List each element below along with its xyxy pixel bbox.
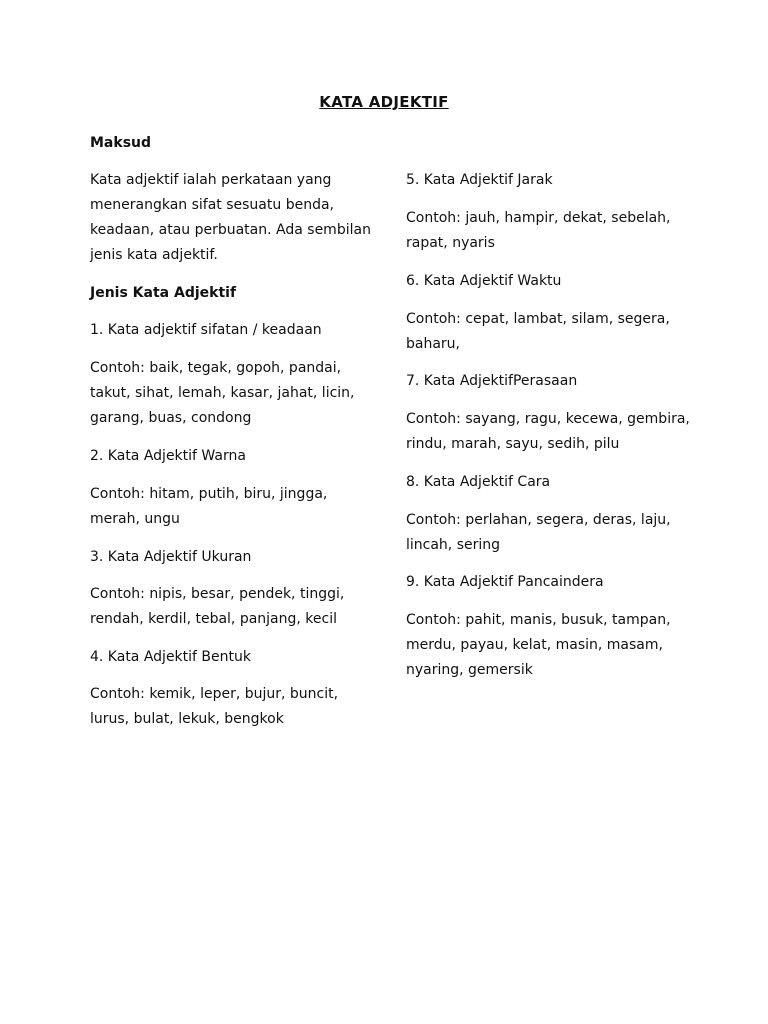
contoh-label: Contoh: [406,210,461,226]
type-1-name: 1. Kata adjektif sifatan / keadaan [90,322,322,338]
type-4-examples-text: kemik, leper, bujur, buncit, lurus, bulat, lekuk, bengkok [90,686,339,727]
type-1-examples [90,356,375,431]
type-6-examples-text: cepat, lambat, silam, segera, baharu, [406,311,670,352]
contoh-label: Contoh: [90,360,145,376]
type-2-examples [90,482,375,532]
type-8-name: 8. Kata Adjektif Cara [406,474,551,490]
type-5-examples [406,206,706,256]
type-3-examples-text: nipis, besar, pendek, tinggi, rendah, kerdil, tebal, panjang, kecil [90,586,345,627]
type-9-examples-text: pahit, manis, busuk, tampan, merdu, payau, kelat, masin, masam, nyaring, gemersik [406,612,671,678]
document-title: KATA ADJEKTIF [319,93,449,111]
type-8-examples [406,508,706,558]
type-9-name: 9. Kata Adjektif Pancaindera [406,574,604,590]
type-4-examples [90,682,375,732]
jenis-heading: Jenis Kata Adjektif [90,285,237,301]
contoh-label: Contoh: [90,686,145,702]
type-6-examples [406,307,706,357]
contoh-label: Contoh: [90,586,145,602]
type-9-examples [406,608,706,683]
type-5-name: 5. Kata Adjektif Jarak [406,172,553,188]
contoh-label: Contoh: [406,612,461,628]
type-6-name: 6. Kata Adjektif Waktu [406,273,562,289]
contoh-label: Contoh: [90,486,145,502]
type-8-examples-text: perlahan, segera, deras, laju, lincah, sering [406,512,671,553]
type-7-examples [406,407,706,457]
type-5-examples-text: jauh, hampir, dekat, sebelah, rapat, nyaris [406,210,671,251]
type-7-name: 7. Kata AdjektifPerasaan [406,373,578,389]
type-3-name: 3. Kata Adjektif Ukuran [90,549,252,565]
maksud-heading: Maksud [90,135,152,151]
type-2-examples-text: hitam, putih, biru, jingga, merah, ungu [90,486,328,527]
contoh-label: Contoh: [406,311,461,327]
type-1-examples-text: baik, tegak, gopoh, pandai, takut, sihat, lemah, kasar, jahat, licin, garang, buas, condong [90,360,355,426]
type-4-name: 4. Kata Adjektif Bentuk [90,649,251,665]
maksud-text: Kata adjektif ialah perkataan yang menerangkan sifat sesuatu benda, keadaan, atau perbuatan. Ada sembilan jenis kata adjektif. [90,172,371,263]
contoh-label: Contoh: [406,512,461,528]
type-7-examples-text: sayang, ragu, kecewa, gembira, rindu, marah, sayu, sedih, pilu [406,411,690,452]
contoh-label: Contoh: [406,411,461,427]
type-2-name: 2. Kata Adjektif Warna [90,448,246,464]
type-3-examples [90,582,375,632]
